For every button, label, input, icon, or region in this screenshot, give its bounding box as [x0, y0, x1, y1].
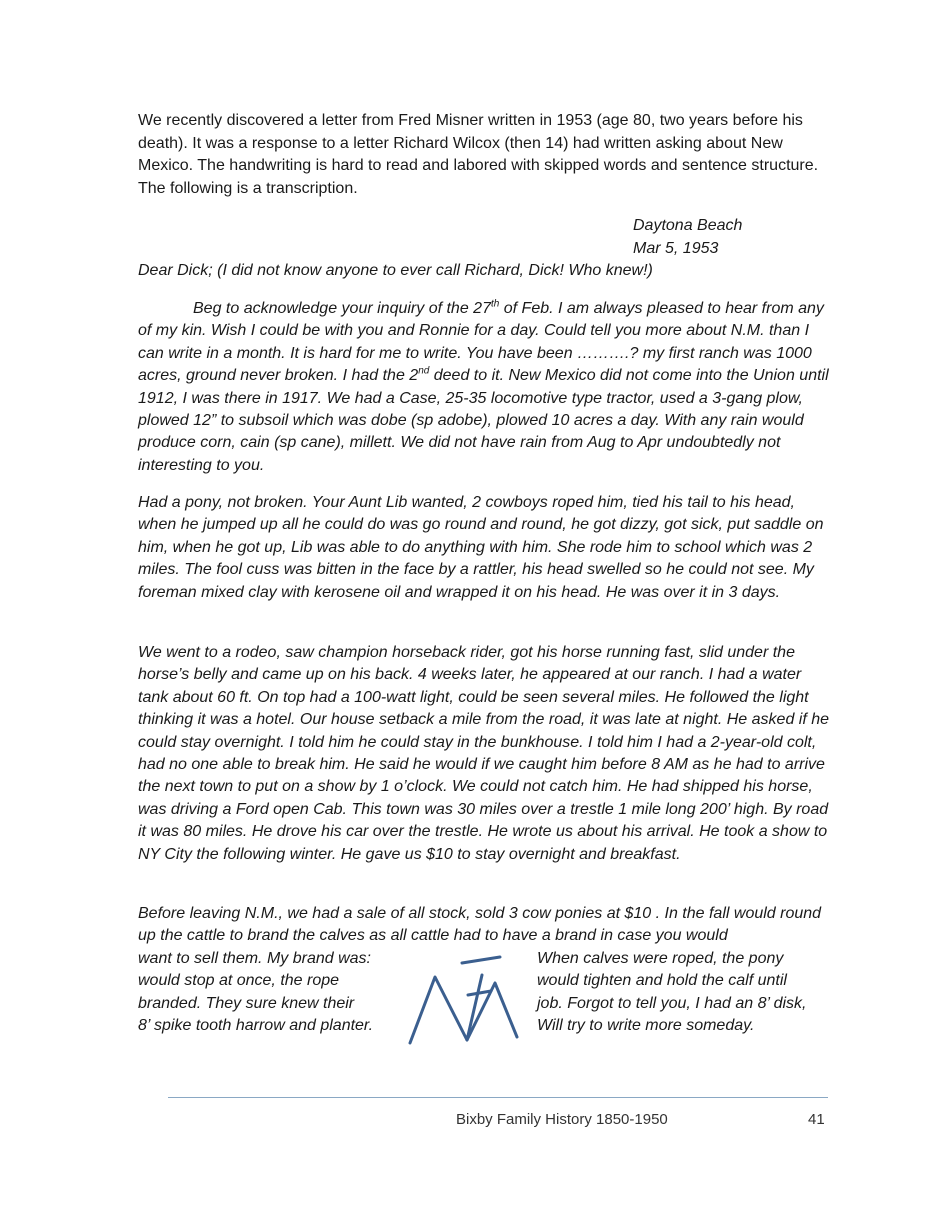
- footer-divider: [168, 1097, 828, 1098]
- p1-superscript-nd: nd: [418, 365, 430, 377]
- brand-stroke-top: [462, 957, 500, 963]
- letter-dateline: [633, 215, 742, 260]
- brand-right-line-1: When calves were roped, the pony: [537, 950, 784, 967]
- intro-paragraph: We recently discovered a letter from Fred Misner written in 1953 (age 80, two years before his death). It was a response to a letter Richard Wilcox (then 14) had written asking about New Mexico. The handwriting is hard to read and labored with skipped words and sentence structure. The following is a transcription.: [138, 112, 819, 197]
- brand-right-line-2: would tighten and hold the calf until: [537, 972, 787, 990]
- p1-superscript-th: th: [490, 298, 500, 310]
- brand-stroke-mid: [468, 991, 491, 995]
- cattle-brand-drawing: [405, 955, 525, 1045]
- brand-left-line-4: 8’ spike tooth harrow and planter.: [138, 1017, 374, 1035]
- brand-right-line-3: job. Forgot to tell you, I had an 8’ disk,: [537, 994, 807, 1012]
- p1-text-b: of Feb. I am always pleased to hear from any of my kin. Wish I could be with you and Ronnie for a day. Could tell you more about N.M. than I can write in a month. It is hard for me to write. You have been ……….? my first ranch was 1000 acres, ground never broken. I had the 2: [138, 300, 824, 385]
- footer-title: Bixby Family History 1850-1950: [456, 1111, 668, 1128]
- dateline-place: Daytona Beach: [633, 217, 743, 234]
- brand-left-line-3: branded. They sure knew their: [138, 994, 355, 1012]
- letter-salutation: Dear Dick; (I did not know anyone to ever call Richard, Dick! Who knew!): [138, 262, 653, 279]
- brand-right-line-4: Will try to write more someday.: [537, 1017, 755, 1035]
- letter-paragraph-1: [138, 298, 830, 477]
- letter-paragraph-3: We went to a rodeo, saw champion horseback rider, got his horse running fast, slid under the horse’s belly and came up on his back. 4 weeks later, he appeared at our ranch. I had a water tank about 60 ft. On top had a 100-watt light, could be seen several miles. He followed the light thinking it was a hotel. Our house setback a mile from the road, it was late at night. He asked if he could stay overnight. I told him he could stay in the bunkhouse. I told him I had a 2-year-old colt, had no one able to break him. He said he would if we caught him before 8 AM as he had to arrive the next town to put on a show by 1 o’clock. We could not catch him. He had shipped his horse, was driving a Ford open Cab. This town was 30 miles over a trestle 1 mile long 200’ high. By road it was 80 miles. He drove his car over the trestle. He wrote us about his arrival. He took a show to NY City the following winter. He gave us $10 to stay overnight and breakfast.: [138, 644, 830, 863]
- p1-text-a: Beg to acknowledge your inquiry of the 27: [193, 300, 491, 317]
- page-number: 41: [808, 1111, 825, 1128]
- letter-paragraph-4: Before leaving N.M., we had a sale of all stock, sold 3 cow ponies at $10 . In the fall would round up the cattle to brand the calves as all cattle had to have a brand in case you would: [138, 905, 822, 945]
- dateline-date: Mar 5, 1953: [633, 239, 719, 257]
- brand-left-line-1: want to sell them. My brand was:: [138, 950, 371, 967]
- p1-text-c: deed to it. New Mexico did not come into the Union until 1912, I was there in 1917. We had a Case, 25-35 locomotive type tractor, used a 3-gang plow, plowed 12” to subsoil which was dobe (sp adobe), plowed 10 acres a day. With any rain would produce corn, cain (sp cane), millett. We did not have rain from Aug to Apr undoubtedly not interesting to you.: [138, 367, 829, 474]
- letter-paragraph-2: Had a pony, not broken. Your Aunt Lib wanted, 2 cowboys roped him, tied his tail to his head, when he jumped up all he could do was go round and round, he got dizzy, got sick, put saddle on him, when he got up, Lib was able to do anything with him. She rode him to school which was 2 miles. The fool cuss was bitten in the face by a rattler, his head swelled so he could not see. My foreman mixed clay with kerosene oil and wrapped it on his head. He was over it in 3 days.: [138, 494, 824, 601]
- brand-text-right: [537, 948, 807, 1038]
- brand-text-left: [138, 948, 373, 1038]
- brand-left-line-2: would stop at once, the rope: [138, 972, 340, 990]
